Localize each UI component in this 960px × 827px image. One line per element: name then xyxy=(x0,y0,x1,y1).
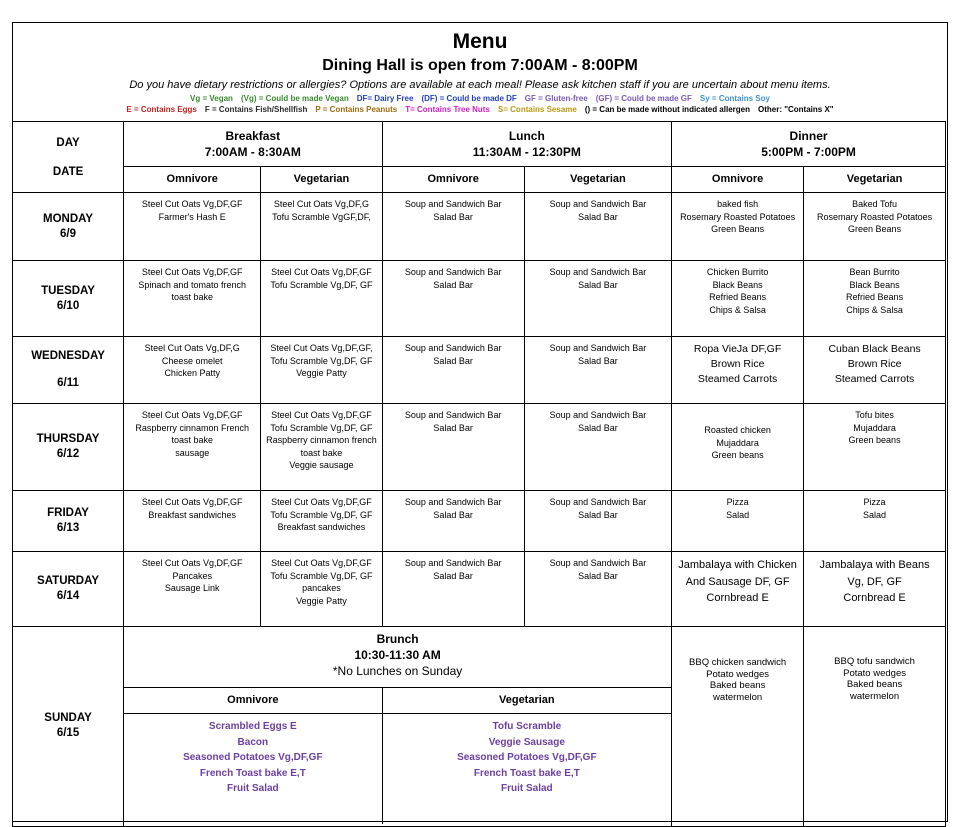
menu-item: Steel Cut Oats Vg,DF,G xyxy=(144,343,240,353)
day-date: 6/12 xyxy=(56,448,80,460)
menu-item: Fruit Salad xyxy=(500,783,553,794)
menu-item: Steel Cut Oats Vg,DF,GF xyxy=(141,199,243,209)
menu-item: Breakfast sandwiches xyxy=(277,522,366,532)
menu-item: Steel Cut Oats Vg,DF,GF xyxy=(271,410,372,420)
menu-item: Cheese omelet xyxy=(161,355,223,366)
date-label: DATE xyxy=(52,166,84,178)
legend-entry: GF = Gluten-free xyxy=(524,94,588,103)
menu-item: Salad Bar xyxy=(433,279,473,290)
lunch-omnivore-cell xyxy=(382,337,524,404)
day-name: SUNDAY xyxy=(44,712,92,724)
menu-item: Soup and Sandwich Bar xyxy=(404,267,502,277)
breakfast-omnivore-cell xyxy=(124,491,261,552)
menu-item: Tofu Scramble Vg,DF, GF xyxy=(270,570,373,581)
dinner-vegetarian-header: Vegetarian xyxy=(804,167,946,193)
menu-item: Steel Cut Oats Vg,DF,G xyxy=(273,199,369,209)
dinner-omnivore-cell xyxy=(672,404,804,491)
menu-item: Salad Bar xyxy=(433,509,473,520)
lunch-omnivore-header: Omnivore xyxy=(382,167,524,193)
menu-item: watermelon xyxy=(713,691,763,703)
menu-item: Mujaddara xyxy=(853,422,896,433)
menu-item: Jambalaya with Beans xyxy=(819,559,930,571)
day-row-thursday xyxy=(13,404,946,491)
menu-item: Soup and Sandwich Bar xyxy=(404,343,502,353)
menu-item: Green Beans xyxy=(711,224,765,234)
menu-item: Tofu Scramble Vg,DF, GF xyxy=(270,279,373,290)
menu-item: BBQ chicken sandwich xyxy=(689,657,787,668)
menu-item: Refried Beans xyxy=(846,292,904,302)
menu-item: Salad Bar xyxy=(578,509,618,520)
breakfast-vegetarian-cell xyxy=(261,337,382,404)
breakfast-vegetarian-cell xyxy=(261,491,382,552)
menu-item: Tofu Scramble Vg,DF, GF xyxy=(270,422,373,433)
lunch-omnivore-cell xyxy=(382,261,524,337)
breakfast-vegetarian-header: Vegetarian xyxy=(261,167,382,193)
menu-item: Cornbread E xyxy=(706,592,769,604)
menu-item: toast bake xyxy=(171,435,213,445)
menu-item: Green beans xyxy=(711,450,764,460)
menu-item: Roasted chicken xyxy=(704,425,771,435)
brunch-vegetarian-header: Vegetarian xyxy=(382,688,671,714)
menu-item: Potato wedges xyxy=(706,668,770,680)
legend-entry: Vg = Vegan xyxy=(190,94,233,103)
menu-item: Salad xyxy=(726,509,750,520)
day-cell xyxy=(13,404,124,491)
menu-item: Bean Burrito xyxy=(849,267,900,277)
day-name: MONDAY xyxy=(43,212,94,225)
menu-item: Refried Beans xyxy=(709,292,767,302)
day-date: 6/14 xyxy=(56,590,80,602)
day-row-wednesday xyxy=(13,337,946,404)
menu-item: Steel Cut Oats Vg,DF,GF xyxy=(141,410,243,420)
menu-item: Black Beans xyxy=(712,279,763,290)
legend-entry: (Vg) = Could be made Vegan xyxy=(240,94,349,103)
menu-item: Breakfast sandwiches xyxy=(148,509,236,520)
menu-item: And Sausage DF, GF xyxy=(685,575,790,588)
menu-item: Ropa VieJa DF,GF xyxy=(693,343,782,355)
dinner-time: 5:00PM - 7:00PM xyxy=(761,145,856,159)
breakfast-vegetarian-cell xyxy=(261,552,382,627)
menu-item: Jambalaya with Chicken xyxy=(678,559,797,571)
menu-item: Steel Cut Oats Vg,DF,GF, xyxy=(270,343,373,353)
menu-item: Pizza xyxy=(726,497,749,507)
lunch-omnivore-cell xyxy=(382,193,524,261)
menu-item: Brown Rice xyxy=(710,358,765,370)
dinner-omnivore-cell xyxy=(672,337,804,404)
day-row-sunday xyxy=(13,627,946,827)
menu-item: Chips & Salsa xyxy=(846,304,903,315)
menu-item: Farmer's Hash E xyxy=(158,211,226,222)
legend-entry: E = Contains Eggs xyxy=(126,105,197,114)
menu-item: Soup and Sandwich Bar xyxy=(549,497,647,507)
legend-line-1 xyxy=(13,94,947,103)
lunch-vegetarian-cell xyxy=(524,404,671,491)
menu-sheet xyxy=(12,22,948,822)
dinner-vegetarian-cell xyxy=(804,404,946,491)
breakfast-name: Breakfast xyxy=(225,129,281,143)
lunch-vegetarian-cell xyxy=(524,491,671,552)
dinner-omnivore-cell xyxy=(672,261,804,337)
menu-item: Soup and Sandwich Bar xyxy=(404,410,502,420)
breakfast-time: 7:00AM - 8:30AM xyxy=(204,145,301,159)
lunch-vegetarian-header: Vegetarian xyxy=(524,167,671,193)
menu-item: Soup and Sandwich Bar xyxy=(404,199,502,209)
legend-entry: () = Can be made without indicated allergen xyxy=(584,105,750,114)
menu-item: Chips & Salsa xyxy=(709,304,766,315)
menu-header xyxy=(13,23,947,121)
brunch-vegetarian-cell xyxy=(382,714,671,825)
lunch-vegetarian-cell xyxy=(524,552,671,627)
brunch-table xyxy=(124,687,671,824)
lunch-name: Lunch xyxy=(508,129,545,143)
menu-item: Steamed Carrots xyxy=(834,373,915,385)
menu-item: Sausage Link xyxy=(164,583,220,593)
menu-item: Soup and Sandwich Bar xyxy=(549,267,647,277)
brunch-time: 10:30-11:30 AM xyxy=(354,648,441,662)
menu-item: Chicken Burrito xyxy=(706,267,769,277)
menu-item: Salad Bar xyxy=(578,279,618,290)
legend-entry: T= Contains Tree Nuts xyxy=(405,105,490,114)
dinner-vegetarian-cell xyxy=(804,337,946,404)
day-row-saturday xyxy=(13,552,946,627)
day-row-friday xyxy=(13,491,946,552)
menu-item: Steamed Carrots xyxy=(697,373,778,385)
menu-item: toast bake xyxy=(300,447,343,458)
menu-item: Soup and Sandwich Bar xyxy=(549,343,647,353)
menu-item: Salad xyxy=(863,509,887,520)
brunch-omnivore-cell xyxy=(124,714,382,825)
menu-item: Soup and Sandwich Bar xyxy=(404,497,502,507)
menu-title: Menu xyxy=(452,30,508,53)
lunch-time: 11:30AM - 12:30PM xyxy=(472,145,581,159)
menu-item: toast bake xyxy=(171,292,213,302)
day-date: 6/11 xyxy=(57,377,79,389)
lunch-vegetarian-cell xyxy=(524,261,671,337)
dinner-name: Dinner xyxy=(789,129,828,143)
breakfast-vegetarian-cell xyxy=(261,193,382,261)
menu-item: pancakes xyxy=(302,583,341,593)
day-name: FRIDAY xyxy=(47,507,89,519)
legend-line-2 xyxy=(13,105,947,114)
breakfast-vegetarian-cell xyxy=(261,404,382,491)
day-name: WEDNESDAY xyxy=(31,350,105,362)
menu-item: French Toast bake E,T xyxy=(199,767,306,779)
menu-item: Steel Cut Oats Vg,DF,GF xyxy=(271,497,372,507)
day-date: 6/15 xyxy=(56,727,80,739)
menu-item: Seasoned Potatoes Vg,DF,GF xyxy=(183,752,323,763)
menu-item: Pancakes xyxy=(172,570,212,581)
menu-item: Vg, DF, GF xyxy=(847,575,902,588)
menu-item: Tofu Scramble Vg,DF, GF xyxy=(270,509,373,520)
menu-item: Rosemary Roasted Potatoes xyxy=(817,211,933,222)
menu-item: Veggie sausage xyxy=(289,460,354,470)
menu-item: Baked beans xyxy=(709,680,766,691)
allergy-note: Do you have dietary restrictions or allergies? Options are available at each meal! Please ask kitchen staff if you are uncertain about menu items. xyxy=(129,79,831,91)
menu-item: Steel Cut Oats Vg,DF,GF xyxy=(141,497,243,507)
menu-item: Brown Rice xyxy=(847,358,902,370)
day-row-tuesday xyxy=(13,261,946,337)
menu-item: Green beans xyxy=(848,435,901,445)
breakfast-omnivore-cell xyxy=(124,552,261,627)
dinner-vegetarian-cell xyxy=(804,552,946,627)
lunch-vegetarian-cell xyxy=(524,337,671,404)
menu-item: Salad Bar xyxy=(433,422,473,433)
day-cell xyxy=(13,261,124,337)
dinner-vegetarian-cell xyxy=(804,627,946,827)
menu-item: Veggie Sausage xyxy=(488,736,565,748)
breakfast-omnivore-cell xyxy=(124,337,261,404)
day-name: TUESDAY xyxy=(41,284,95,297)
menu-table xyxy=(12,121,946,827)
breakfast-omnivore-cell xyxy=(124,261,261,337)
brunch-cell xyxy=(124,627,672,827)
menu-item: Steel Cut Oats Vg,DF,GF xyxy=(271,267,372,277)
day-cell xyxy=(13,552,124,627)
day-cell xyxy=(13,193,124,261)
breakfast-vegetarian-cell xyxy=(261,261,382,337)
menu-item: Steel Cut Oats Vg,DF,GF xyxy=(141,267,243,277)
breakfast-omnivore-header: Omnivore xyxy=(124,167,261,193)
dinner-vegetarian-cell xyxy=(804,491,946,552)
lunch-omnivore-cell xyxy=(382,552,524,627)
brunch-omnivore-header: Omnivore xyxy=(124,688,382,714)
menu-item: sausage xyxy=(175,447,210,458)
menu-item: Soup and Sandwich Bar xyxy=(549,410,647,420)
menu-item: Scrambled Eggs E xyxy=(208,721,297,732)
menu-item: Veggie Patty xyxy=(296,595,347,606)
menu-item: Tofu Scramble VgGF,DF, xyxy=(272,211,371,222)
menu-item: Bacon xyxy=(237,736,269,748)
day-date: 6/10 xyxy=(56,299,80,312)
dinner-vegetarian-cell xyxy=(804,261,946,337)
menu-item: watermelon xyxy=(850,690,900,702)
menu-item: Raspberry cinnamon French xyxy=(135,422,249,433)
menu-item: Salad Bar xyxy=(433,355,473,366)
menu-item: Salad Bar xyxy=(578,355,618,366)
menu-item: Salad Bar xyxy=(433,570,473,581)
menu-item: Veggie Patty xyxy=(296,368,347,378)
menu-item: Raspberry cinnamon french xyxy=(266,435,377,445)
menu-item: Cornbread E xyxy=(843,592,906,604)
legend-entry: (DF) = Could be made DF xyxy=(421,94,517,103)
dinner-omnivore-cell xyxy=(672,627,804,827)
brunch-header xyxy=(124,627,671,687)
menu-item: Tofu bites xyxy=(855,410,894,420)
menu-item: Cuban Black Beans xyxy=(828,343,921,355)
legend-entry: Other: "Contains X" xyxy=(757,105,834,114)
menu-item: Black Beans xyxy=(849,279,900,290)
dinner-vegetarian-cell xyxy=(804,193,946,261)
menu-item: Baked beans xyxy=(846,679,903,690)
no-lunch-note: *No Lunches on Sunday xyxy=(332,664,463,678)
menu-item: Salad Bar xyxy=(578,422,618,433)
brunch-name: Brunch xyxy=(376,632,419,646)
day-name: THURSDAY xyxy=(36,433,100,445)
legend-entry: S= Contains Sesame xyxy=(497,105,577,114)
day-date: 6/9 xyxy=(60,227,77,240)
day-name: SATURDAY xyxy=(37,575,100,587)
menu-item: Soup and Sandwich Bar xyxy=(404,558,502,568)
breakfast-omnivore-cell xyxy=(124,193,261,261)
menu-item: Seasoned Potatoes Vg,DF,GF xyxy=(457,752,597,763)
lunch-vegetarian-cell xyxy=(524,193,671,261)
dinner-omnivore-header: Omnivore xyxy=(672,167,804,193)
menu-item: BBQ tofu sandwich xyxy=(834,656,915,667)
day-row-monday xyxy=(13,193,946,261)
menu-item: Tofu Scramble Vg,DF, GF xyxy=(270,355,373,366)
dinner-header xyxy=(672,122,946,167)
dinner-omnivore-cell xyxy=(672,552,804,627)
day-label: DAY xyxy=(56,137,80,149)
legend-entry: P = Contains Peanuts xyxy=(315,105,398,114)
menu-item: Spinach and tomato french xyxy=(138,279,246,290)
legend-entry: Sy = Contains Soy xyxy=(699,94,770,103)
menu-item: Salad Bar xyxy=(578,211,618,222)
menu-item: baked fish xyxy=(717,199,759,209)
hours-subtitle: Dining Hall is open from 7:00AM - 8:00PM xyxy=(322,57,638,74)
dinner-omnivore-cell xyxy=(672,491,804,552)
lunch-header xyxy=(382,122,672,167)
menu-item: Steel Cut Oats Vg,DF,GF xyxy=(271,558,372,568)
menu-item: Steel Cut Oats Vg,DF,GF xyxy=(141,558,243,568)
menu-item: Tofu Scramble xyxy=(492,721,562,732)
menu-item: Salad Bar xyxy=(433,211,473,222)
menu-item: Baked Tofu xyxy=(852,199,897,209)
dinner-omnivore-cell xyxy=(672,193,804,261)
day-date: 6/13 xyxy=(56,522,80,534)
lunch-omnivore-cell xyxy=(382,491,524,552)
lunch-omnivore-cell xyxy=(382,404,524,491)
breakfast-omnivore-cell xyxy=(124,404,261,491)
legend-entry: DF= Dairy Free xyxy=(356,94,414,103)
menu-item: Pizza xyxy=(863,497,886,507)
menu-item: Rosemary Roasted Potatoes xyxy=(680,211,796,222)
menu-item: Mujaddara xyxy=(716,437,759,448)
menu-item: Soup and Sandwich Bar xyxy=(549,558,647,568)
day-cell xyxy=(13,491,124,552)
breakfast-header xyxy=(124,122,382,167)
menu-item: Green Beans xyxy=(848,224,902,234)
legend-entry: F = Contains Fish/Shellfish xyxy=(204,105,308,114)
menu-item: Fruit Salad xyxy=(226,783,279,794)
day-date-header xyxy=(13,122,124,193)
menu-item: French Toast bake E,T xyxy=(473,767,580,779)
day-cell xyxy=(13,337,124,404)
menu-item: Soup and Sandwich Bar xyxy=(549,199,647,209)
menu-item: Salad Bar xyxy=(578,570,618,581)
menu-item: Potato wedges xyxy=(843,667,906,679)
day-cell xyxy=(13,627,124,827)
menu-item: Chicken Patty xyxy=(164,368,220,378)
legend-entry: (GF) = Could be made GF xyxy=(595,94,692,103)
